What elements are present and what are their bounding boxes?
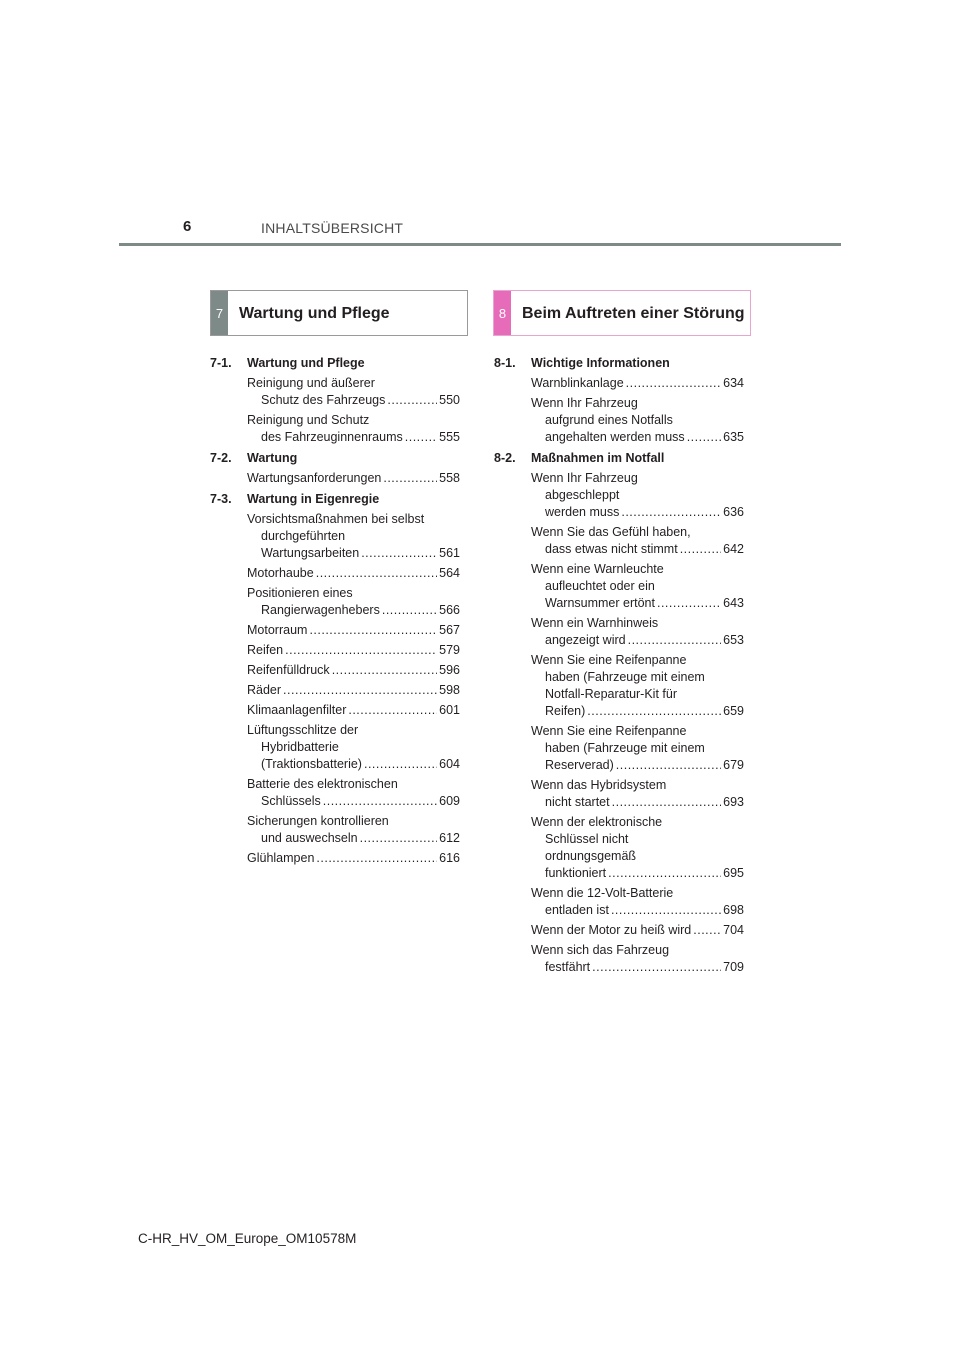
section-number-8: 8	[494, 291, 511, 335]
toc-entry-text: Positionieren eines	[247, 586, 353, 600]
toc-entry[interactable]	[247, 722, 460, 773]
toc-entry[interactable]	[531, 615, 744, 649]
chapter-title[interactable]: Wartung in Eigenregie	[247, 492, 380, 506]
toc-entry-text: Wenn Sie eine Reifenpanne	[531, 724, 687, 738]
toc-entry-text: durchgeführten	[261, 529, 346, 543]
toc-entry-line	[531, 632, 744, 649]
toc-entry-text: Wenn der elektronische	[531, 815, 663, 829]
chapter-heading	[494, 355, 744, 372]
toc-entry-text: festfährt	[545, 960, 591, 974]
chapter-heading	[210, 355, 460, 372]
toc-entry-text: funktioniert	[545, 866, 607, 880]
toc-page-number[interactable]: 598	[439, 683, 460, 697]
toc-entry[interactable]	[247, 702, 460, 719]
dot-leader	[608, 865, 721, 882]
toc-entry-line	[531, 412, 744, 429]
toc-entry-line	[531, 561, 744, 578]
toc-entry-line	[531, 504, 744, 521]
toc-entry-text: Hybridbatterie	[261, 740, 339, 754]
toc-column-8	[494, 351, 744, 979]
toc-entry-line	[247, 528, 460, 545]
toc-entry-text: Reserverad)	[545, 758, 614, 772]
toc-page-number[interactable]: 643	[723, 596, 744, 610]
toc-entry-line	[531, 703, 744, 720]
dot-leader	[364, 756, 437, 773]
toc-entry[interactable]	[531, 723, 744, 774]
dot-leader	[626, 375, 721, 392]
header-rule	[119, 243, 841, 246]
toc-entry-line	[247, 642, 460, 659]
toc-entry[interactable]	[531, 524, 744, 558]
toc-entry-line	[247, 602, 460, 619]
dot-leader	[309, 622, 437, 639]
toc-page-number[interactable]: 564	[439, 566, 460, 580]
toc-entry[interactable]	[247, 622, 460, 639]
toc-entry-text: Wenn das Hybridsystem	[531, 778, 667, 792]
toc-entry-line	[531, 652, 744, 669]
dot-leader	[687, 429, 721, 446]
toc-entry-text: des Fahrzeuginnenraums	[261, 430, 403, 444]
toc-page-number[interactable]: 635	[723, 430, 744, 444]
toc-entry-text: Warnblinkanlage	[531, 376, 624, 390]
toc-entry-line	[531, 831, 744, 848]
toc-entry[interactable]	[247, 642, 460, 659]
toc-entry[interactable]	[247, 585, 460, 619]
toc-entry-text: Reifen)	[545, 704, 586, 718]
toc-page-number[interactable]: 679	[723, 758, 744, 772]
toc-entry-line	[247, 662, 460, 679]
dot-leader	[612, 794, 722, 811]
toc-entry-text: Wenn Sie eine Reifenpanne	[531, 653, 687, 667]
toc-entry-line	[247, 622, 460, 639]
toc-entry[interactable]	[247, 375, 460, 409]
toc-entry[interactable]	[247, 850, 460, 867]
toc-entry-line	[531, 541, 744, 558]
toc-entry-text: Vorsichtsmaßnahmen bei selbst	[247, 512, 425, 526]
toc-entry-line	[531, 470, 744, 487]
section-header-8[interactable]	[493, 290, 751, 336]
toc-entry-line	[531, 902, 744, 919]
toc-entry-line	[531, 740, 744, 757]
toc-entry-text: Wenn Ihr Fahrzeug	[531, 471, 638, 485]
dot-leader	[383, 470, 437, 487]
toc-entry[interactable]	[247, 511, 460, 562]
toc-page-number[interactable]: 601	[439, 703, 460, 717]
toc-entry-line	[531, 615, 744, 632]
section-header-7[interactable]	[210, 290, 468, 336]
dot-leader	[587, 703, 721, 720]
dot-leader	[361, 545, 437, 562]
toc-entry-text: haben (Fahrzeuge mit einem	[545, 741, 705, 755]
toc-entry[interactable]	[531, 885, 744, 919]
toc-entry-text: Wenn ein Warnhinweis	[531, 616, 659, 630]
toc-entry-line	[531, 942, 744, 959]
toc-page-number[interactable]: 604	[439, 757, 460, 771]
toc-entry-text: Sicherungen kontrollieren	[247, 814, 389, 828]
toc-entry-line	[247, 392, 460, 409]
toc-entry-line	[247, 545, 460, 562]
toc-entry-line	[531, 959, 744, 976]
toc-page-number[interactable]: 550	[439, 393, 460, 407]
toc-entry-text: Motorraum	[247, 623, 308, 637]
toc-entry-text: und auswechseln	[261, 831, 358, 845]
toc-entry-text: Schutz des Fahrzeugs	[261, 393, 386, 407]
toc-entry[interactable]	[531, 922, 744, 939]
toc-entry-line	[247, 412, 460, 429]
toc-page-number[interactable]: 704	[723, 923, 744, 937]
dot-leader	[611, 902, 721, 919]
toc-page-number[interactable]: 709	[723, 960, 744, 974]
toc-entry-text: Schlüssels	[261, 794, 321, 808]
toc-entry-text: Lüftungsschlitze der	[247, 723, 359, 737]
toc-entry-line	[247, 722, 460, 739]
toc-page-number[interactable]: 634	[723, 376, 744, 390]
page-header-title: INHALTSÜBERSICHT	[261, 220, 404, 236]
toc-entry-line	[531, 757, 744, 774]
chapter-title[interactable]: Wartung und Pflege	[247, 356, 365, 370]
toc-entry-text: Schlüssel nicht	[545, 832, 629, 846]
toc-entry-line	[531, 865, 744, 882]
toc-page-number[interactable]: 558	[439, 471, 460, 485]
toc-entry-line	[247, 830, 460, 847]
toc-entry-line	[531, 578, 744, 595]
toc-entry-line	[247, 585, 460, 602]
toc-entry-line	[531, 375, 744, 392]
chapter-number: 8-2.	[494, 451, 516, 465]
toc-entry-line	[247, 470, 460, 487]
dot-leader	[283, 682, 437, 699]
toc-entry-text: angezeigt wird	[545, 633, 626, 647]
toc-entry-line	[531, 524, 744, 541]
toc-entry-text: angehalten werden muss	[545, 430, 685, 444]
toc-entry[interactable]	[531, 561, 744, 612]
toc-entry-text: Reinigung und äußerer	[247, 376, 375, 390]
toc-entry-line	[247, 756, 460, 773]
toc-page-number[interactable]: 636	[723, 505, 744, 519]
toc-entry-text: abgeschleppt	[545, 488, 620, 502]
dot-leader	[628, 632, 722, 649]
toc-entry[interactable]	[247, 813, 460, 847]
toc-column-7	[210, 351, 460, 870]
toc-entry-line	[247, 565, 460, 582]
toc-entry-line	[531, 487, 744, 504]
toc-entry-text: Wenn sich das Fahrzeug	[531, 943, 670, 957]
toc-page-number[interactable]: 596	[439, 663, 460, 677]
dot-leader	[348, 702, 437, 719]
toc-entry-text: Rangierwagenhebers	[261, 603, 380, 617]
toc-entry-line	[247, 776, 460, 793]
toc-entry-text: (Traktionsbatterie)	[261, 757, 362, 771]
toc-entry-text: Warnsummer ertönt	[545, 596, 655, 610]
toc-entry[interactable]	[247, 412, 460, 446]
dot-leader	[405, 429, 437, 446]
toc-entry-text: aufgrund eines Notfalls	[545, 413, 673, 427]
chapter-heading	[210, 491, 460, 508]
toc-entry[interactable]	[531, 777, 744, 811]
toc-entry-text: ordnungsgemäß	[545, 849, 637, 863]
dot-leader	[657, 595, 721, 612]
toc-entry-line	[531, 595, 744, 612]
toc-entry-text: aufleuchtet oder ein	[545, 579, 655, 593]
toc-entry[interactable]	[531, 470, 744, 521]
toc-entry-text: Wenn die 12-Volt-Batterie	[531, 886, 674, 900]
dot-leader	[592, 959, 721, 976]
toc-entry[interactable]	[247, 565, 460, 582]
chapter-number: 7-2.	[210, 451, 232, 465]
toc-entry-text: werden muss	[545, 505, 620, 519]
toc-entry-line	[531, 814, 744, 831]
toc-entry[interactable]	[247, 470, 460, 487]
toc-page-number[interactable]: 616	[439, 851, 460, 865]
toc-entry[interactable]	[531, 814, 744, 882]
toc-entry[interactable]	[531, 375, 744, 392]
toc-entry-line	[247, 375, 460, 392]
dot-leader	[616, 757, 721, 774]
chapter-number: 8-1.	[494, 356, 516, 370]
toc-entry-text: Motorhaube	[247, 566, 314, 580]
toc-entry-line	[531, 723, 744, 740]
toc-entry[interactable]	[247, 776, 460, 810]
toc-entry-text: Reifenfülldruck	[247, 663, 330, 677]
toc-entry[interactable]	[531, 652, 744, 720]
toc-entry-line	[247, 850, 460, 867]
toc-page-number[interactable]: 695	[723, 866, 744, 880]
toc-page-number[interactable]: 561	[439, 546, 460, 560]
toc-entry-line	[247, 511, 460, 528]
toc-entry[interactable]	[247, 662, 460, 679]
toc-entry-text: Räder	[247, 683, 282, 697]
chapter-number: 7-3.	[210, 492, 232, 506]
chapter-heading	[494, 450, 744, 467]
toc-page-number[interactable]: 612	[439, 831, 460, 845]
dot-leader	[360, 830, 438, 847]
toc-entry-line	[531, 686, 744, 703]
toc-entry-text: Wenn der Motor zu heiß wird	[531, 923, 692, 937]
chapter-title[interactable]: Maßnahmen im Notfall	[531, 451, 665, 465]
toc-page-number[interactable]: 653	[723, 633, 744, 647]
dot-leader	[323, 793, 437, 810]
toc-entry-text: entladen ist	[545, 903, 609, 917]
toc-entry-line	[531, 922, 744, 939]
toc-entry-line	[531, 885, 744, 902]
dot-leader	[387, 392, 437, 409]
toc-page-number[interactable]: 693	[723, 795, 744, 809]
toc-entry-text: Wartungsanforderungen	[247, 471, 382, 485]
toc-entry-line	[247, 682, 460, 699]
toc-entry-line	[531, 848, 744, 865]
dot-leader	[680, 541, 721, 558]
toc-entry-text: Glühlampen	[247, 851, 315, 865]
toc-entry-text: nicht startet	[545, 795, 610, 809]
toc-page-number[interactable]: 555	[439, 430, 460, 444]
toc-entry-text: Wenn Sie das Gefühl haben,	[531, 525, 691, 539]
toc-entry-line	[247, 813, 460, 830]
toc-entry[interactable]	[247, 682, 460, 699]
dot-leader	[382, 602, 437, 619]
dot-leader	[621, 504, 721, 521]
dot-leader	[285, 642, 437, 659]
toc-entry-line	[531, 669, 744, 686]
toc-entry-line	[247, 429, 460, 446]
toc-page-number[interactable]: 659	[723, 704, 744, 718]
toc-page-number[interactable]: 566	[439, 603, 460, 617]
toc-entry-line	[247, 793, 460, 810]
toc-entry-line	[531, 395, 744, 412]
chapter-title[interactable]: Wichtige Informationen	[531, 356, 670, 370]
dot-leader	[316, 565, 437, 582]
toc-entry-text: Notfall-Reparatur-Kit für	[545, 687, 677, 701]
toc-page-number[interactable]: 698	[723, 903, 744, 917]
chapter-heading	[210, 450, 460, 467]
dot-leader	[316, 850, 437, 867]
toc-page-number[interactable]: 642	[723, 542, 744, 556]
toc-entry-text: Wenn Ihr Fahrzeug	[531, 396, 638, 410]
section-number-7: 7	[211, 291, 228, 335]
toc-entry[interactable]	[531, 395, 744, 446]
toc-entry-text: Reifen	[247, 643, 284, 657]
toc-entry[interactable]	[531, 942, 744, 976]
toc-entry-line	[531, 794, 744, 811]
toc-entry-text: Reinigung und Schutz	[247, 413, 370, 427]
chapter-number: 7-1.	[210, 356, 232, 370]
toc-entry-text: dass etwas nicht stimmt	[545, 542, 678, 556]
toc-entry-text: Wartungsarbeiten	[261, 546, 360, 560]
toc-entry-text: Wenn eine Warnleuchte	[531, 562, 664, 576]
section-title-7: Wartung und Pflege	[239, 304, 390, 322]
footer-doc-code: C-HR_HV_OM_Europe_OM10578M	[138, 1231, 357, 1246]
toc-page-number[interactable]: 567	[439, 623, 460, 637]
dot-leader	[332, 662, 437, 679]
toc-entry-line	[531, 429, 744, 446]
toc-entry-text: Klimaanlagenfilter	[247, 703, 347, 717]
chapter-title[interactable]: Wartung	[247, 451, 298, 465]
toc-page-number[interactable]: 579	[439, 643, 460, 657]
page-number: 6	[183, 218, 192, 235]
toc-entry-text: haben (Fahrzeuge mit einem	[545, 670, 705, 684]
toc-entry-text: Batterie des elektronischen	[247, 777, 398, 791]
toc-page-number[interactable]: 609	[439, 794, 460, 808]
dot-leader	[693, 922, 721, 939]
toc-entry-line	[247, 739, 460, 756]
toc-entry-line	[247, 702, 460, 719]
section-title-8: Beim Auftreten einer Störung	[522, 304, 745, 322]
toc-entry-line	[531, 777, 744, 794]
